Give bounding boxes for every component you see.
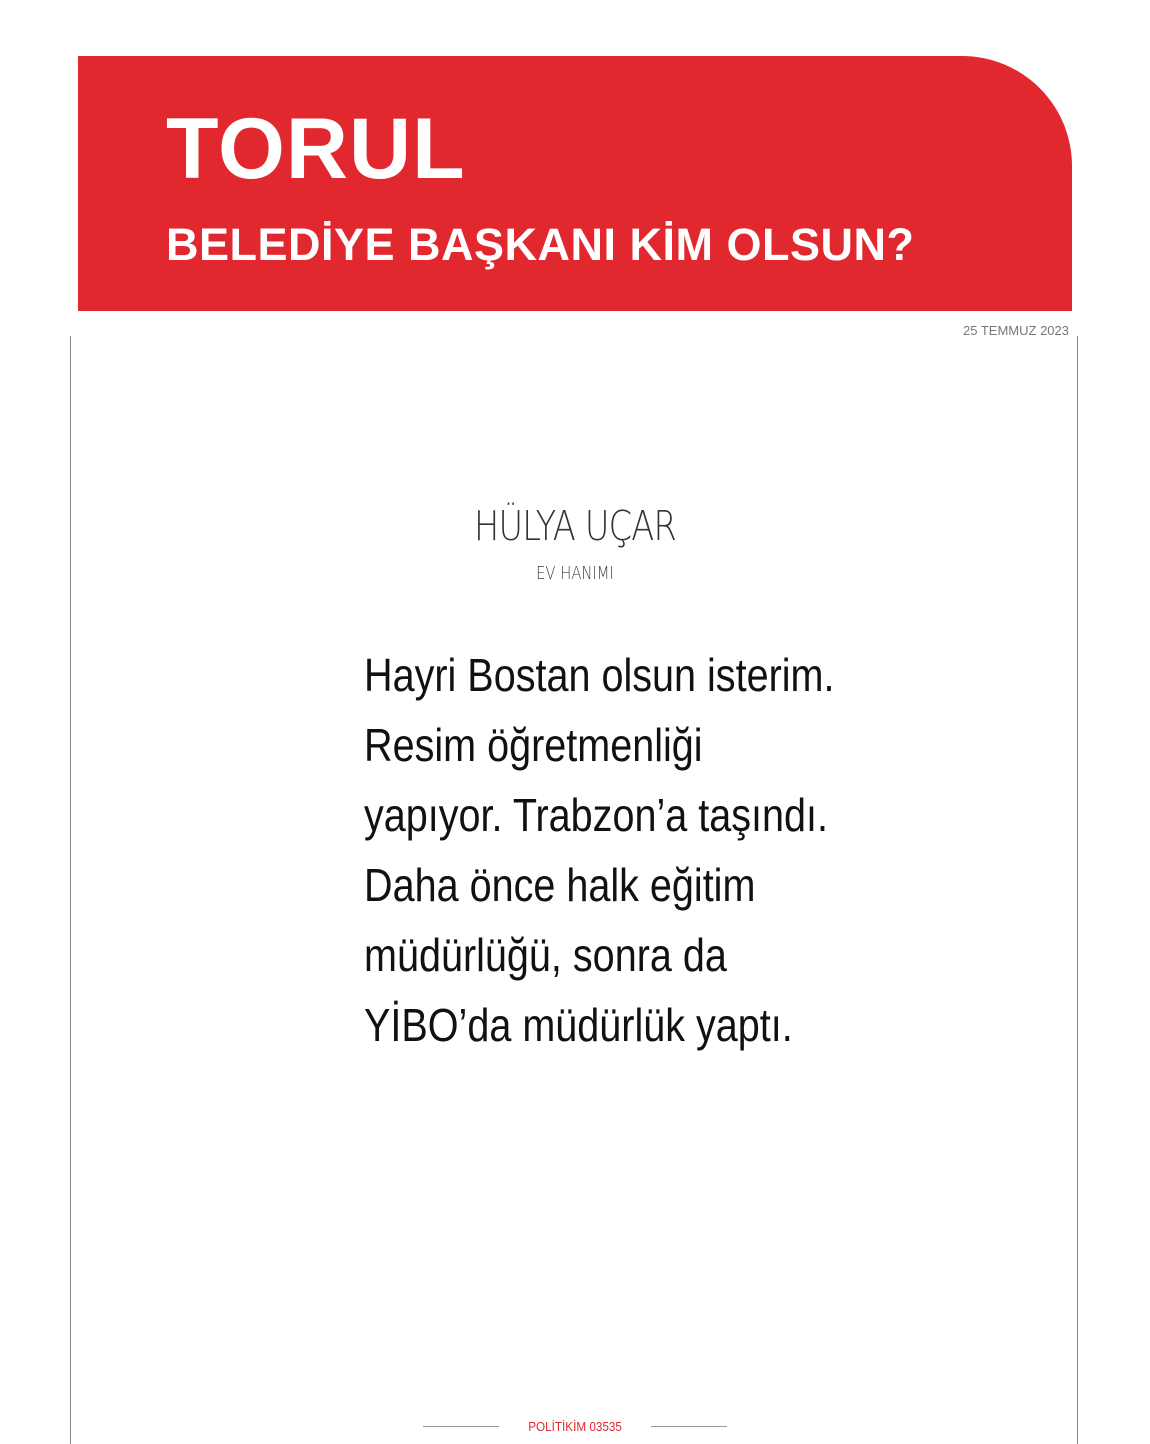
frame-right-rule <box>1077 336 1078 1444</box>
quote-line: Hayri Bostan olsun isterim. <box>364 649 835 701</box>
footer-divider-left <box>423 1426 499 1427</box>
quote-line: Resim öğretmenliği <box>364 719 703 771</box>
quote-line: yapıyor. Trabzon’a taşındı. <box>364 789 829 841</box>
quote-line: Daha önce halk eğitim <box>364 859 756 911</box>
quote-line: YİBO’da müdürlük yaptı. <box>364 999 793 1051</box>
footer-divider-right <box>651 1426 727 1427</box>
page-title: TORUL <box>166 101 466 197</box>
quote-text <box>364 640 880 1060</box>
publication-date: 25 TEMMUZ 2023 <box>963 323 1069 338</box>
frame-left-rule <box>70 336 71 1444</box>
footer-label: POLİTİKİM 03535 <box>528 1419 622 1435</box>
person-name: HÜLYA UÇAR <box>473 502 677 550</box>
header-banner <box>78 56 1072 311</box>
page-subtitle: BELEDİYE BAŞKANI KİM OLSUN? <box>166 219 915 270</box>
footer <box>0 1418 1150 1436</box>
person-role: EV HANIMI <box>536 563 614 584</box>
quote-line: müdürlüğü, sonra da <box>364 929 727 981</box>
